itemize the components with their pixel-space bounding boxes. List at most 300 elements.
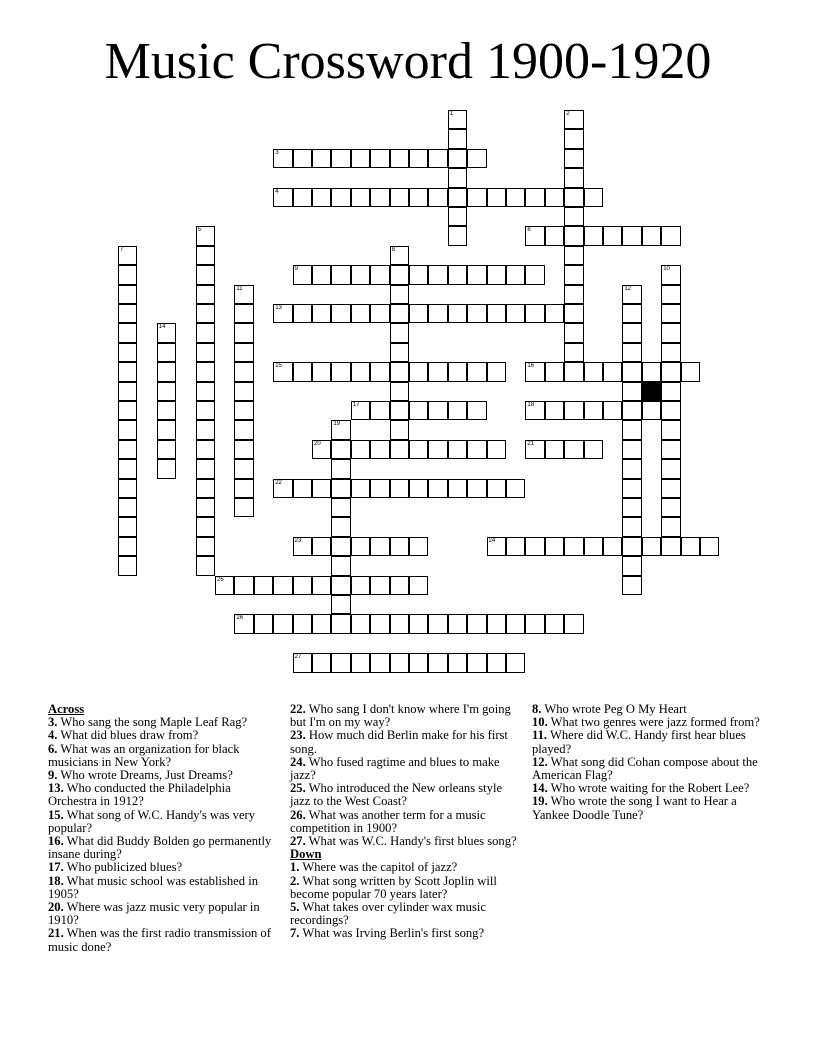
crossword-cell[interactable] — [642, 537, 661, 556]
crossword-cell[interactable] — [487, 440, 506, 459]
crossword-cell[interactable] — [487, 537, 506, 556]
crossword-cell[interactable] — [351, 479, 370, 498]
crossword-cell[interactable] — [409, 304, 428, 323]
crossword-cell[interactable] — [622, 226, 641, 245]
crossword-cell[interactable] — [157, 401, 176, 420]
crossword-cell[interactable] — [390, 382, 409, 401]
crossword-cell[interactable] — [390, 479, 409, 498]
crossword-cell[interactable] — [661, 420, 680, 439]
crossword-cell[interactable] — [622, 576, 641, 595]
crossword-cell[interactable] — [661, 401, 680, 420]
crossword-cell[interactable] — [312, 362, 331, 381]
crossword-cell[interactable] — [448, 149, 467, 168]
crossword-cell[interactable] — [370, 304, 389, 323]
crossword-cell[interactable] — [506, 304, 525, 323]
crossword-cell[interactable] — [409, 188, 428, 207]
crossword-cell[interactable] — [487, 614, 506, 633]
crossword-cell[interactable] — [448, 207, 467, 226]
clue-text: What was an organization for black musicians in New York? — [48, 741, 240, 769]
crossword-cell[interactable] — [234, 343, 253, 362]
crossword-cell[interactable] — [622, 440, 641, 459]
crossword-cell[interactable] — [234, 498, 253, 517]
crossword-cell[interactable] — [351, 149, 370, 168]
crossword-cell[interactable] — [506, 188, 525, 207]
crossword-cell[interactable] — [331, 517, 350, 536]
crossword-cell[interactable] — [409, 149, 428, 168]
crossword-cell[interactable] — [196, 382, 215, 401]
crossword-cell[interactable] — [118, 304, 137, 323]
crossword-cell[interactable] — [545, 614, 564, 633]
crossword-cell[interactable] — [234, 459, 253, 478]
crossword-cell[interactable] — [448, 168, 467, 187]
crossword-cell[interactable] — [622, 556, 641, 575]
crossword-cell[interactable] — [273, 149, 292, 168]
crossword-cell[interactable] — [506, 614, 525, 633]
crossword-cell[interactable] — [681, 537, 700, 556]
crossword-cell[interactable] — [564, 246, 583, 265]
crossword-cell[interactable] — [118, 556, 137, 575]
crossword-cell[interactable] — [312, 479, 331, 498]
crossword-cell[interactable] — [661, 323, 680, 342]
crossword-cell[interactable] — [331, 576, 350, 595]
crossword-cell[interactable] — [409, 440, 428, 459]
crossword-cell[interactable] — [196, 420, 215, 439]
crossword-cell[interactable] — [700, 537, 719, 556]
crossword-cell[interactable] — [370, 537, 389, 556]
crossword-cell[interactable] — [564, 440, 583, 459]
crossword-cell[interactable] — [564, 188, 583, 207]
crossword-cell[interactable] — [312, 304, 331, 323]
crossword-cell[interactable] — [196, 440, 215, 459]
crossword-cell[interactable] — [390, 265, 409, 284]
crossword-cell[interactable] — [351, 362, 370, 381]
crossword-cell[interactable] — [293, 576, 312, 595]
crossword-cell[interactable] — [525, 614, 544, 633]
crossword-cell[interactable] — [390, 188, 409, 207]
crossword-cell[interactable] — [622, 459, 641, 478]
crossword-cell[interactable] — [312, 149, 331, 168]
crossword-cell[interactable] — [351, 537, 370, 556]
crossword-cell[interactable] — [642, 362, 661, 381]
crossword-cell[interactable] — [215, 576, 234, 595]
crossword-cell[interactable] — [157, 459, 176, 478]
crossword-cell[interactable] — [661, 265, 680, 284]
crossword-cell[interactable] — [409, 479, 428, 498]
crossword-cell[interactable] — [273, 576, 292, 595]
crossword-cell[interactable] — [157, 440, 176, 459]
crossword-cell[interactable] — [622, 420, 641, 439]
crossword-cell[interactable] — [273, 188, 292, 207]
crossword-cell[interactable] — [564, 129, 583, 148]
crossword-cell[interactable] — [351, 576, 370, 595]
crossword-cell[interactable] — [390, 653, 409, 672]
crossword-cell[interactable] — [196, 498, 215, 517]
crossword-cell[interactable] — [157, 362, 176, 381]
crossword-cell[interactable] — [428, 265, 447, 284]
crossword-cell[interactable] — [545, 226, 564, 245]
crossword-cell[interactable] — [351, 614, 370, 633]
crossword-cell[interactable] — [196, 343, 215, 362]
crossword-cell[interactable] — [545, 362, 564, 381]
crossword-cell[interactable] — [370, 149, 389, 168]
crossword-cell[interactable] — [467, 304, 486, 323]
crossword-cell[interactable] — [448, 401, 467, 420]
crossword-cell[interactable] — [118, 517, 137, 536]
crossword-cell[interactable] — [564, 401, 583, 420]
crossword-cell[interactable] — [622, 323, 641, 342]
crossword-cell[interactable] — [273, 614, 292, 633]
crossword-cell[interactable] — [196, 265, 215, 284]
crossword-cell[interactable] — [254, 614, 273, 633]
crossword-cell[interactable] — [642, 226, 661, 245]
crossword-cell[interactable] — [390, 537, 409, 556]
crossword-cell[interactable] — [293, 653, 312, 672]
crossword-cell[interactable] — [525, 362, 544, 381]
crossword-cell[interactable] — [545, 537, 564, 556]
crossword-cell[interactable] — [661, 382, 680, 401]
crossword-cell[interactable] — [273, 362, 292, 381]
crossword-cell[interactable] — [428, 479, 447, 498]
crossword-cell[interactable] — [390, 343, 409, 362]
crossword-cell[interactable] — [118, 343, 137, 362]
crossword-cell[interactable] — [681, 362, 700, 381]
crossword-cell[interactable] — [351, 188, 370, 207]
crossword-cell[interactable] — [293, 188, 312, 207]
crossword-cell[interactable] — [409, 653, 428, 672]
crossword-cell[interactable] — [331, 537, 350, 556]
crossword-cell[interactable] — [331, 479, 350, 498]
crossword-cell[interactable] — [545, 188, 564, 207]
crossword-cell[interactable] — [448, 226, 467, 245]
crossword-cell[interactable] — [157, 323, 176, 342]
clue-number-label: 27. — [290, 834, 306, 849]
crossword-cell[interactable] — [370, 265, 389, 284]
crossword-cell[interactable] — [390, 401, 409, 420]
crossword-cell[interactable] — [409, 265, 428, 284]
crossword-cell[interactable] — [390, 420, 409, 439]
crossword-cell[interactable] — [331, 459, 350, 478]
crossword-cell[interactable] — [661, 343, 680, 362]
crossword-cell[interactable] — [661, 304, 680, 323]
crossword-cell[interactable] — [467, 653, 486, 672]
crossword-cell[interactable] — [157, 420, 176, 439]
crossword-cell[interactable] — [428, 440, 447, 459]
crossword-cell[interactable] — [564, 149, 583, 168]
crossword-cell[interactable] — [545, 304, 564, 323]
crossword-cell[interactable] — [564, 110, 583, 129]
crossword-cell[interactable] — [448, 440, 467, 459]
crossword-cell[interactable] — [622, 362, 641, 381]
crossword-cell[interactable] — [196, 537, 215, 556]
crossword-cell[interactable] — [331, 149, 350, 168]
crossword-cell[interactable] — [448, 614, 467, 633]
crossword-cell[interactable] — [448, 362, 467, 381]
crossword-cell[interactable] — [661, 362, 680, 381]
crossword-cell[interactable] — [506, 265, 525, 284]
crossword-cell[interactable] — [661, 285, 680, 304]
crossword-cell[interactable] — [331, 614, 350, 633]
crossword-cell[interactable] — [118, 265, 137, 284]
crossword-cell[interactable] — [331, 420, 350, 439]
crossword-cell[interactable] — [564, 168, 583, 187]
crossword-cell[interactable] — [331, 653, 350, 672]
crossword-cell[interactable] — [428, 188, 447, 207]
crossword-cell[interactable] — [118, 459, 137, 478]
crossword-cell[interactable] — [196, 362, 215, 381]
crossword-cell[interactable] — [525, 304, 544, 323]
crossword-cell[interactable] — [525, 188, 544, 207]
crossword-cell[interactable] — [234, 382, 253, 401]
crossword-cell[interactable] — [312, 653, 331, 672]
crossword-cell[interactable] — [603, 537, 622, 556]
crossword-cell[interactable] — [409, 362, 428, 381]
crossword-cell[interactable] — [525, 265, 544, 284]
crossword-cell[interactable] — [390, 362, 409, 381]
crossword-cell[interactable] — [331, 362, 350, 381]
crossword-cell[interactable] — [234, 401, 253, 420]
crossword-cell[interactable] — [545, 401, 564, 420]
crossword-cell[interactable] — [234, 304, 253, 323]
crossword-cell[interactable] — [467, 149, 486, 168]
crossword-cell[interactable] — [312, 614, 331, 633]
crossword-cell[interactable] — [584, 440, 603, 459]
crossword-cell[interactable] — [370, 479, 389, 498]
crossword-cell[interactable] — [467, 614, 486, 633]
crossword-cell[interactable] — [584, 537, 603, 556]
crossword-cell[interactable] — [196, 479, 215, 498]
crossword-cell[interactable] — [409, 614, 428, 633]
crossword-cell[interactable] — [196, 517, 215, 536]
crossword-cell[interactable] — [525, 537, 544, 556]
crossword-cell[interactable] — [545, 440, 564, 459]
crossword-cell[interactable] — [273, 304, 292, 323]
crossword-cell[interactable] — [661, 479, 680, 498]
crossword-cell[interactable] — [448, 129, 467, 148]
crossword-cell[interactable] — [351, 440, 370, 459]
crossword-cell[interactable] — [370, 188, 389, 207]
crossword-cell[interactable] — [331, 188, 350, 207]
crossword-cell[interactable] — [661, 440, 680, 459]
crossword-cell[interactable] — [603, 226, 622, 245]
crossword-cell[interactable] — [487, 479, 506, 498]
crossword-cell[interactable] — [118, 246, 137, 265]
crossword-cell[interactable] — [622, 401, 641, 420]
crossword-cell[interactable] — [118, 382, 137, 401]
crossword-cell[interactable] — [234, 479, 253, 498]
crossword-cell[interactable] — [331, 595, 350, 614]
crossword-cell[interactable] — [622, 343, 641, 362]
crossword-cell[interactable] — [428, 401, 447, 420]
crossword-cell[interactable] — [390, 576, 409, 595]
crossword-cell[interactable] — [428, 653, 447, 672]
crossword-cell[interactable] — [331, 440, 350, 459]
crossword-cell[interactable] — [254, 576, 273, 595]
crossword-cell[interactable] — [234, 576, 253, 595]
crossword-cell[interactable] — [196, 246, 215, 265]
crossword-cell[interactable] — [351, 304, 370, 323]
clue-number-label: 25. — [290, 781, 306, 796]
crossword-cell[interactable] — [118, 401, 137, 420]
crossword-cell[interactable] — [622, 382, 641, 401]
crossword-cell[interactable] — [467, 188, 486, 207]
crossword-cell[interactable] — [293, 304, 312, 323]
crossword-cell[interactable] — [351, 265, 370, 284]
crossword-cell[interactable] — [487, 188, 506, 207]
crossword-cell[interactable] — [409, 401, 428, 420]
crossword-cell[interactable] — [234, 323, 253, 342]
crossword-cell[interactable] — [118, 498, 137, 517]
crossword-cell[interactable] — [487, 653, 506, 672]
crossword-cell[interactable] — [370, 362, 389, 381]
crossword-cell[interactable] — [293, 537, 312, 556]
crossword-cell[interactable] — [390, 323, 409, 342]
crossword-cell[interactable] — [390, 440, 409, 459]
crossword-cell[interactable] — [622, 517, 641, 536]
crossword-cell[interactable] — [564, 537, 583, 556]
crossword-cell[interactable] — [293, 149, 312, 168]
crossword-cell[interactable] — [234, 420, 253, 439]
crossword-cell[interactable] — [642, 401, 661, 420]
crossword-cell[interactable] — [312, 537, 331, 556]
crossword-cell[interactable] — [390, 614, 409, 633]
crossword-cell[interactable] — [234, 285, 253, 304]
crossword-cell[interactable] — [584, 401, 603, 420]
crossword-cell[interactable] — [196, 226, 215, 245]
crossword-cell[interactable] — [409, 537, 428, 556]
crossword-cell[interactable] — [370, 653, 389, 672]
crossword-cell[interactable] — [467, 362, 486, 381]
crossword-cell[interactable] — [196, 401, 215, 420]
crossword-cell[interactable] — [661, 459, 680, 478]
crossword-cell[interactable] — [234, 362, 253, 381]
crossword-cell[interactable] — [564, 323, 583, 342]
crossword-cell[interactable] — [293, 614, 312, 633]
crossword-cell[interactable] — [564, 285, 583, 304]
crossword-cell[interactable] — [351, 653, 370, 672]
crossword-cell[interactable] — [390, 285, 409, 304]
crossword-cell[interactable] — [564, 362, 583, 381]
crossword-cell[interactable] — [584, 188, 603, 207]
crossword-cell[interactable] — [370, 401, 389, 420]
crossword-cell[interactable] — [196, 285, 215, 304]
crossword-cell[interactable] — [506, 653, 525, 672]
crossword-cell[interactable] — [564, 226, 583, 245]
crossword-cell[interactable] — [331, 304, 350, 323]
crossword-cell[interactable] — [428, 614, 447, 633]
crossword-cell[interactable] — [118, 440, 137, 459]
crossword-cell[interactable] — [487, 304, 506, 323]
crossword-cell[interactable] — [467, 265, 486, 284]
crossword-cell[interactable] — [157, 343, 176, 362]
crossword-cell[interactable] — [564, 304, 583, 323]
crossword-cell[interactable] — [584, 362, 603, 381]
crossword-cell[interactable] — [351, 401, 370, 420]
crossword-cell[interactable] — [428, 149, 447, 168]
crossword-cell[interactable] — [428, 362, 447, 381]
crossword-cell[interactable] — [390, 304, 409, 323]
crossword-cell[interactable] — [157, 382, 176, 401]
crossword-cell[interactable] — [390, 246, 409, 265]
crossword-cell[interactable] — [506, 479, 525, 498]
crossword-cell[interactable] — [506, 537, 525, 556]
crossword-cell[interactable] — [331, 498, 350, 517]
crossword-cell[interactable] — [622, 285, 641, 304]
crossword-cell[interactable] — [118, 537, 137, 556]
crossword-cell[interactable] — [293, 265, 312, 284]
crossword-cell[interactable] — [118, 285, 137, 304]
crossword-cell[interactable] — [370, 576, 389, 595]
crossword-cell[interactable] — [467, 401, 486, 420]
crossword-cell[interactable] — [661, 498, 680, 517]
crossword-cell[interactable] — [428, 304, 447, 323]
crossword-cell[interactable] — [331, 556, 350, 575]
crossword-cell[interactable] — [293, 479, 312, 498]
crossword-cell[interactable] — [196, 459, 215, 478]
crossword-cell[interactable] — [622, 537, 641, 556]
crossword-cell[interactable] — [467, 440, 486, 459]
crossword-cell[interactable] — [312, 440, 331, 459]
crossword-cell[interactable] — [603, 401, 622, 420]
crossword-cell[interactable] — [448, 653, 467, 672]
crossword-cell[interactable] — [196, 323, 215, 342]
crossword-cell[interactable] — [661, 517, 680, 536]
crossword-cell[interactable] — [448, 265, 467, 284]
crossword-cell[interactable] — [487, 362, 506, 381]
crossword-cell[interactable] — [273, 479, 292, 498]
crossword-cell[interactable] — [370, 440, 389, 459]
crossword-cell[interactable] — [448, 304, 467, 323]
crossword-cell[interactable] — [525, 440, 544, 459]
crossword-cell[interactable] — [525, 401, 544, 420]
crossword-cell[interactable] — [661, 226, 680, 245]
crossword-cell[interactable] — [564, 343, 583, 362]
crossword-cell[interactable] — [118, 420, 137, 439]
crossword-cell[interactable] — [603, 362, 622, 381]
crossword-cell[interactable] — [312, 188, 331, 207]
crossword-cell[interactable] — [525, 226, 544, 245]
crossword-cell[interactable] — [118, 323, 137, 342]
across-clue — [290, 782, 522, 808]
crossword-cell[interactable] — [584, 226, 603, 245]
crossword-cell[interactable] — [331, 265, 350, 284]
crossword-cell[interactable] — [467, 479, 486, 498]
crossword-cell[interactable] — [564, 265, 583, 284]
crossword-cell[interactable] — [118, 362, 137, 381]
crossword-cell[interactable] — [196, 304, 215, 323]
crossword-cell[interactable] — [293, 362, 312, 381]
crossword-cell[interactable] — [564, 207, 583, 226]
crossword-cell[interactable] — [312, 265, 331, 284]
crossword-cell[interactable] — [118, 479, 137, 498]
crossword-cell[interactable] — [661, 537, 680, 556]
crossword-cell[interactable] — [234, 440, 253, 459]
crossword-cell[interactable] — [564, 614, 583, 633]
crossword-cell[interactable] — [448, 479, 467, 498]
crossword-cell[interactable] — [234, 614, 253, 633]
crossword-cell[interactable] — [622, 479, 641, 498]
crossword-cell[interactable] — [196, 556, 215, 575]
crossword-cell[interactable] — [409, 576, 428, 595]
crossword-cell[interactable] — [390, 149, 409, 168]
crossword-cell[interactable] — [448, 110, 467, 129]
crossword-cell[interactable] — [448, 188, 467, 207]
crossword-cell[interactable] — [312, 576, 331, 595]
crossword-cell[interactable] — [622, 498, 641, 517]
crossword-cell[interactable] — [487, 265, 506, 284]
crossword-cell[interactable] — [622, 304, 641, 323]
across-clue — [48, 835, 280, 861]
crossword-cell[interactable] — [370, 614, 389, 633]
